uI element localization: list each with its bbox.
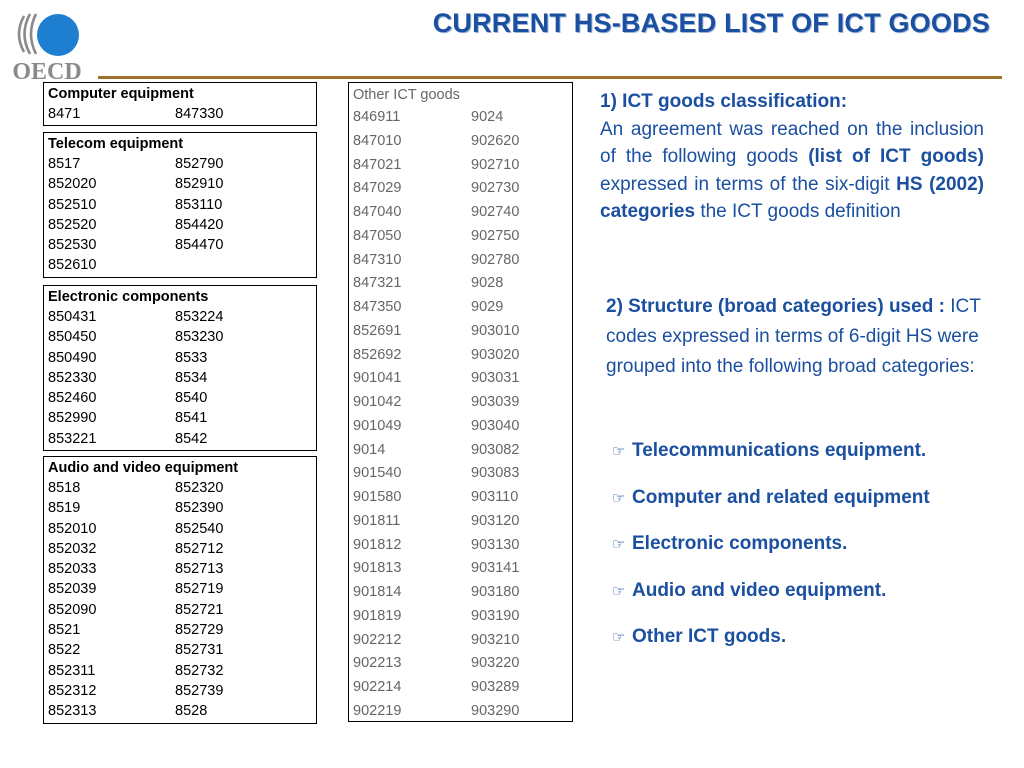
code-row	[48, 681, 313, 701]
other-ict-goods-box	[348, 82, 573, 722]
hs-code: 852020	[48, 176, 97, 193]
code-row	[353, 249, 572, 273]
hs-code: 8541	[175, 410, 208, 427]
text-span: ICT codes expressed in terms of 6-digit HS were grouped into the following broad categories:	[606, 296, 981, 377]
hs-code: 902750	[471, 227, 520, 244]
code-row	[353, 225, 572, 249]
hs-code: 901812	[353, 536, 402, 553]
hs-code: 903082	[471, 441, 520, 458]
box-title: Other ICT goods	[353, 87, 460, 103]
hs-code: 901580	[353, 489, 402, 505]
hs-code: 852510	[48, 196, 97, 213]
hs-code: 903110	[471, 489, 519, 505]
code-list	[48, 478, 313, 722]
hs-code: 852032	[48, 540, 97, 557]
code-row	[48, 579, 313, 599]
code-row	[353, 605, 572, 629]
hs-code: 903290	[471, 702, 520, 719]
code-row	[353, 652, 572, 676]
hs-code: 852530	[48, 237, 97, 254]
text-bold: (list of ICT goods)	[808, 146, 984, 167]
hs-code: 852713	[175, 561, 224, 578]
list-item	[612, 521, 930, 568]
hs-code: 903180	[471, 584, 520, 600]
hs-code: 852312	[48, 682, 97, 699]
hs-code: 8534	[175, 369, 208, 386]
hs-code: 852692	[353, 346, 402, 363]
hs-code: 852990	[48, 410, 97, 427]
code-row	[48, 498, 313, 518]
hs-code: 847050	[353, 227, 402, 244]
hs-code: 847010	[353, 132, 402, 149]
hs-code: 852090	[48, 601, 97, 618]
code-row	[48, 154, 313, 174]
box-title: Computer equipment	[48, 86, 194, 102]
hs-code: 847040	[353, 204, 402, 220]
code-row	[48, 408, 313, 428]
pointing-hand-icon: ☞	[612, 443, 626, 461]
hs-code: 8522	[48, 642, 81, 659]
hs-code: 8519	[48, 500, 81, 517]
hs-code: 902740	[471, 204, 520, 220]
list-item	[612, 428, 930, 475]
classification-paragraph	[600, 88, 984, 226]
code-row	[353, 344, 572, 368]
category-label: Computer and related equipment	[632, 486, 930, 508]
code-row	[48, 620, 313, 640]
code-row	[48, 429, 313, 449]
hs-code: 901042	[353, 394, 402, 410]
hs-code: 852731	[175, 642, 224, 659]
hs-code: 853224	[175, 309, 224, 325]
hs-code: 903010	[471, 322, 520, 339]
hs-code: 852719	[175, 581, 224, 598]
code-row	[353, 629, 572, 653]
hs-code: 847321	[353, 275, 402, 292]
category-label: Electronic components.	[632, 533, 848, 555]
hs-code: 901540	[353, 465, 402, 482]
code-row	[48, 307, 313, 327]
hs-code: 902730	[471, 180, 520, 197]
hs-code: 8540	[175, 390, 208, 407]
code-row	[353, 462, 572, 486]
hs-code: 902620	[471, 132, 520, 149]
code-row	[48, 559, 313, 579]
hs-code: 850431	[48, 309, 97, 325]
code-row	[48, 235, 313, 255]
hs-code: 852712	[175, 540, 224, 557]
code-row	[353, 486, 572, 510]
list-item	[612, 475, 930, 522]
code-row	[353, 177, 572, 201]
code-row	[48, 519, 313, 539]
hs-code: 854420	[175, 216, 224, 233]
hs-code: 8542	[175, 430, 208, 447]
hs-code: 847310	[353, 251, 402, 268]
hs-code: 8518	[48, 480, 81, 496]
hs-code: 8517	[48, 156, 81, 172]
electronic-components-box	[43, 285, 317, 451]
hs-code: 852739	[175, 682, 224, 699]
hs-code	[175, 255, 295, 275]
oecd-logo	[10, 10, 84, 82]
code-row	[353, 201, 572, 225]
code-row	[48, 388, 313, 408]
hs-code: 903220	[471, 655, 520, 672]
hs-code: 854470	[175, 237, 224, 254]
code-row	[48, 215, 313, 235]
hs-code: 853221	[48, 430, 97, 447]
hs-code: 853230	[175, 329, 224, 346]
code-row	[353, 700, 572, 724]
hs-code: 901041	[353, 370, 402, 387]
hs-code: 902213	[353, 655, 402, 672]
code-row	[48, 104, 313, 124]
code-row	[48, 255, 313, 275]
hs-code: 852311	[48, 662, 96, 679]
code-row	[48, 348, 313, 368]
computer-equipment-box	[43, 82, 317, 126]
hs-code: 846911	[353, 109, 401, 125]
category-label: Telecommunications equipment.	[632, 440, 927, 462]
hs-code: 852039	[48, 581, 97, 598]
hs-code: 852790	[175, 156, 224, 172]
hs-code: 903120	[471, 512, 520, 529]
hs-code: 903083	[471, 465, 520, 482]
code-row	[353, 534, 572, 558]
hs-code: 902214	[353, 679, 402, 695]
hs-code: 852729	[175, 622, 224, 639]
hs-code: 852460	[48, 390, 97, 407]
code-row	[353, 676, 572, 700]
box-title: Electronic components	[48, 289, 209, 305]
hs-code: 8521	[48, 622, 81, 639]
code-list	[48, 104, 313, 124]
code-row	[353, 415, 572, 439]
code-row	[48, 600, 313, 620]
code-row	[48, 539, 313, 559]
oecd-wordmark: OECD	[12, 59, 82, 82]
hs-code: 903190	[471, 607, 520, 624]
hs-code: 903039	[471, 394, 520, 410]
code-row	[48, 195, 313, 215]
page-title: CURRENT HS-BASED LIST OF ICT GOODS	[432, 8, 990, 38]
hs-code: 852910	[175, 176, 224, 193]
hs-code: 903031	[471, 370, 520, 387]
hs-code: 901819	[353, 607, 402, 624]
code-row	[48, 701, 313, 721]
hs-code: 852721	[175, 601, 224, 618]
code-row	[353, 581, 572, 605]
hs-code: 901811	[353, 512, 401, 529]
hs-code: 903289	[471, 679, 520, 695]
code-row	[353, 557, 572, 581]
category-label: Other ICT goods.	[632, 626, 787, 648]
code-row	[48, 368, 313, 388]
hs-code: 9029	[471, 299, 504, 315]
classification-heading: 1) ICT goods classification:	[600, 91, 848, 112]
text-span: the ICT goods definition	[695, 201, 901, 222]
code-row	[353, 272, 572, 296]
hs-code: 903141	[471, 560, 520, 577]
code-row	[48, 640, 313, 660]
code-row	[353, 296, 572, 320]
oecd-logo-arcs	[19, 14, 36, 54]
hs-code: 852520	[48, 216, 97, 233]
code-list	[48, 307, 313, 449]
code-row	[48, 478, 313, 498]
hs-code: 847029	[353, 180, 402, 197]
hs-code: 9014	[353, 441, 386, 458]
hs-code: 852320	[175, 480, 224, 496]
hs-code: 902780	[471, 251, 520, 268]
code-list	[353, 106, 572, 724]
structure-paragraph	[606, 292, 994, 382]
code-row	[353, 367, 572, 391]
list-item	[612, 568, 930, 615]
code-row	[353, 320, 572, 344]
hs-code: 847021	[353, 156, 402, 173]
hs-code: 852313	[48, 703, 97, 720]
hs-code: 853110	[175, 196, 223, 213]
pointing-hand-icon: ☞	[612, 582, 626, 600]
hs-code: 852732	[175, 662, 224, 679]
hs-code: 903040	[471, 417, 520, 434]
code-row	[48, 661, 313, 681]
text-span: An agreement was reached on the inclusion of the following goods	[600, 118, 984, 167]
hs-code: 901813	[353, 560, 402, 577]
hs-code: 852033	[48, 561, 97, 578]
telecom-equipment-box	[43, 132, 317, 278]
hs-code: 901049	[353, 417, 402, 434]
code-row	[353, 106, 572, 130]
pointing-hand-icon: ☞	[612, 489, 626, 507]
category-label: Audio and video equipment.	[632, 579, 887, 601]
code-row	[353, 391, 572, 415]
hs-code: 852610	[48, 257, 97, 274]
hs-code: 903130	[471, 536, 520, 553]
hs-code: 902212	[353, 631, 402, 648]
box-title: Audio and video equipment	[48, 460, 239, 476]
hs-code: 8471	[48, 106, 81, 122]
hs-code: 852010	[48, 520, 97, 537]
hs-code: 852540	[175, 520, 224, 537]
hs-code: 903210	[471, 631, 520, 648]
pointing-hand-icon: ☞	[612, 629, 626, 647]
code-list	[48, 154, 313, 276]
hs-code: 903020	[471, 346, 520, 363]
broad-categories-list	[612, 428, 930, 661]
audio-video-equipment-box	[43, 456, 317, 724]
hs-code: 847330	[175, 106, 224, 122]
text-span: expressed in terms of the six-digit	[600, 173, 897, 195]
code-row	[353, 510, 572, 534]
code-row	[353, 439, 572, 463]
structure-heading: 2) Structure (broad categories) used :	[606, 296, 951, 317]
oecd-logo-circle	[37, 14, 79, 56]
pointing-hand-icon: ☞	[612, 536, 626, 554]
hs-code: 852390	[175, 500, 224, 517]
hs-code: 852691	[353, 322, 402, 339]
hs-code: 9024	[471, 109, 504, 125]
text-bold: HS (2002) categories	[600, 173, 984, 222]
code-row	[353, 154, 572, 178]
hs-code: 902710	[471, 156, 520, 173]
hs-code: 902219	[353, 702, 402, 719]
list-item	[612, 614, 930, 661]
box-title: Telecom equipment	[48, 136, 184, 152]
hs-code: 847350	[353, 299, 402, 315]
code-row	[48, 327, 313, 347]
hs-code: 8533	[175, 349, 208, 366]
code-row	[48, 174, 313, 194]
hs-code: 8528	[175, 703, 208, 720]
hs-code: 852330	[48, 369, 97, 386]
hs-code: 901814	[353, 584, 402, 600]
hs-code: 850490	[48, 349, 97, 366]
title-rule	[98, 76, 1002, 79]
hs-code: 9028	[471, 275, 504, 292]
code-row	[353, 130, 572, 154]
hs-code: 850450	[48, 329, 97, 346]
